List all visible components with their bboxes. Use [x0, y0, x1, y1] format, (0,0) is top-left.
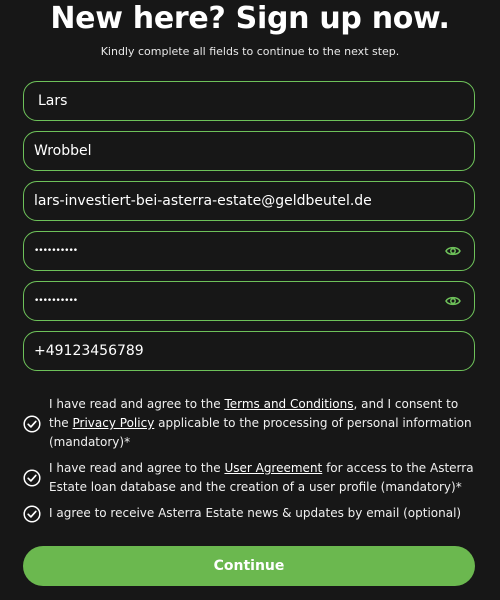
- eye-icon[interactable]: [444, 242, 462, 260]
- consent-text: I have read and agree to the: [49, 397, 225, 411]
- terms-link[interactable]: Terms and Conditions: [224, 397, 354, 411]
- first-name-field[interactable]: [23, 81, 475, 121]
- consent-text: applicable to the processing of personal information (mandatory)*: [49, 416, 472, 449]
- email-input[interactable]: [24, 182, 474, 220]
- consent-newsletter-text: I agree to receive Asterra Estate news & updates by email (optional): [49, 506, 462, 520]
- password-input[interactable]: [24, 232, 444, 270]
- phone-field[interactable]: [23, 331, 475, 371]
- email-field[interactable]: [23, 181, 475, 221]
- check-circle-icon[interactable]: [23, 415, 41, 433]
- check-circle-icon[interactable]: [23, 469, 41, 487]
- privacy-policy-link[interactable]: Privacy Policy: [72, 416, 155, 430]
- consent-newsletter-row: [23, 504, 475, 523]
- continue-button[interactable]: Continue: [23, 546, 475, 586]
- phone-input[interactable]: [24, 332, 474, 370]
- consent-terms-text: [49, 395, 475, 452]
- page-subtitle: Kindly complete all fields to continue to the next step.: [100, 45, 400, 58]
- eye-icon[interactable]: [444, 292, 462, 310]
- last-name-field[interactable]: [23, 131, 475, 171]
- password-field[interactable]: [23, 231, 475, 271]
- consent-user-agreement-text: [49, 459, 475, 497]
- consent-user-agreement-row: [23, 459, 475, 497]
- consent-terms-row: [23, 395, 475, 452]
- page-title: New here? Sign up now.: [50, 1, 450, 36]
- user-agreement-link[interactable]: User Agreement: [224, 461, 323, 475]
- consent-text: I have read and agree to the: [49, 461, 225, 475]
- first-name-input[interactable]: [24, 82, 474, 120]
- consent-text: , and I consent to the: [49, 397, 459, 430]
- consent-text: for access to the Asterra Estate loan database and the creation of a user profile (mandatory)*: [49, 461, 474, 494]
- last-name-input[interactable]: [24, 132, 474, 170]
- confirm-password-input[interactable]: [24, 282, 444, 320]
- confirm-password-field[interactable]: [23, 281, 475, 321]
- check-circle-icon[interactable]: [23, 505, 41, 523]
